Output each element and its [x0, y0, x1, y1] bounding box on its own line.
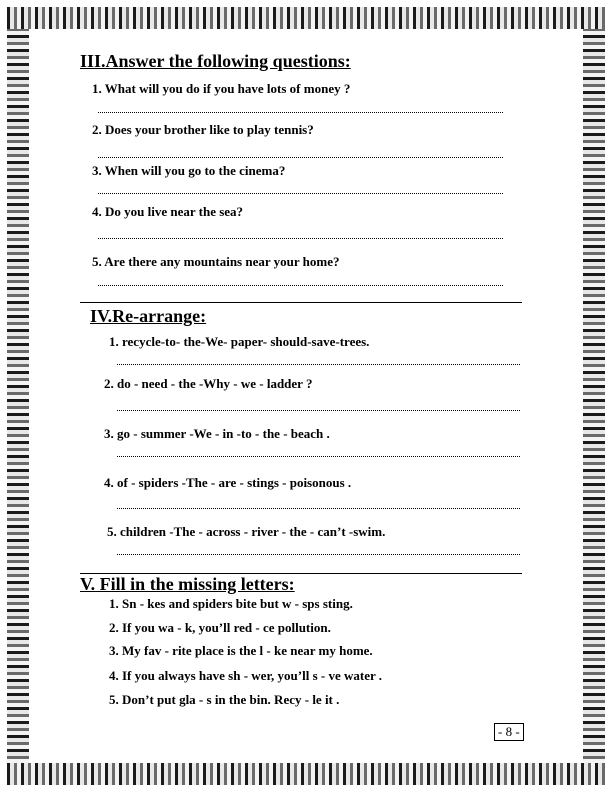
section4-item-5: 5. children -The - across - river - the - can’t -swim. — [107, 524, 386, 539]
answer-line-2[interactable] — [98, 157, 503, 158]
answer-line-1[interactable] — [98, 112, 503, 113]
section4-item-2: 2. do - need - the -Why - we - ladder ? — [104, 376, 313, 391]
section3-question-5: 5. Are there any mountains near your home? — [92, 254, 340, 269]
section3-question-4: 4. Do you live near the sea? — [92, 204, 244, 219]
rearrange-line-1[interactable] — [117, 364, 520, 365]
page-number: - 8 - — [494, 723, 524, 741]
section5-item-5: 5. Don’t put gla - s in the bin. Recy - le it . — [109, 692, 340, 707]
rearrange-line-4[interactable] — [117, 508, 520, 509]
rearrange-line-3[interactable] — [117, 456, 520, 457]
section5-item-4: 4. If you always have sh - wer, you’ll s - ve water . — [109, 668, 382, 683]
section3-question-1: 1. What will you do if you have lots of money ? — [92, 81, 351, 96]
section3-question-2: 2. Does your brother like to play tennis? — [92, 122, 314, 137]
section5-item-2: 2. If you wa - k, you’ll red - ce pollution. — [109, 620, 331, 635]
answer-line-4[interactable] — [98, 238, 503, 239]
answer-line-3[interactable] — [98, 193, 503, 194]
section4-item-1: 1. recycle-to- the-We- paper- should-save-trees. — [109, 334, 370, 349]
section3-title: III.Answer the following questions: — [80, 51, 351, 71]
section4-item-4: 4. of - spiders -The - are - stings - poisonous . — [104, 475, 352, 490]
answer-line-5[interactable] — [98, 285, 503, 286]
section5-title: V. Fill in the missing letters: — [80, 574, 295, 594]
section4-title: IV.Re-arrange: — [90, 306, 207, 326]
rearrange-line-2[interactable] — [117, 410, 520, 411]
section5-item-1: 1. Sn - kes and spiders bite but w - sps sting. — [109, 596, 353, 611]
section5-item-3: 3. My fav - rite place is the l - ke near my home. — [109, 643, 373, 658]
section3-question-3: 3. When will you go to the cinema? — [92, 163, 286, 178]
section4-item-3: 3. go - summer -We - in -to - the - beach . — [104, 426, 330, 441]
rearrange-line-5[interactable] — [117, 554, 520, 555]
section-divider-1 — [80, 302, 522, 303]
